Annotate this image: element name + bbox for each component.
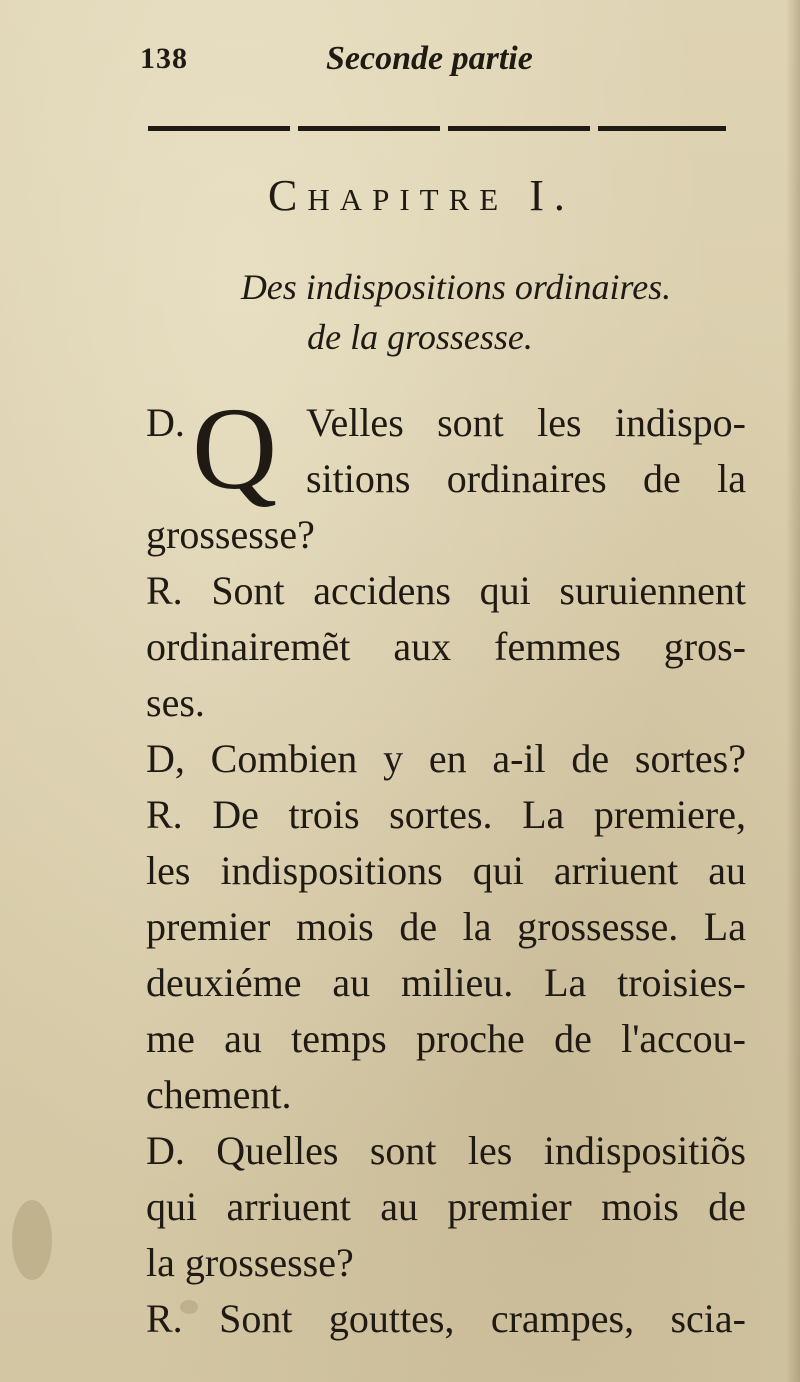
paper-stain [12, 1200, 52, 1280]
body-text [146, 383, 746, 1347]
text-line: qui arriuent au premier mois de [146, 1184, 746, 1229]
text-line: premier mois de la grossesse. La [146, 904, 746, 949]
text-line: grossesse? [146, 512, 315, 557]
chapter-subtitle-line1: Des indispositions ordinaires. [240, 267, 672, 307]
text-line: deuxiéme au milieu. La troisies- [146, 960, 746, 1005]
text-line: sitions ordinaires de la [306, 456, 746, 501]
text-line: Velles sont les indispo- [306, 400, 746, 445]
page-edge-shadow [786, 0, 800, 1382]
text-line: la grossesse? [146, 1240, 354, 1285]
first-question [146, 383, 746, 514]
text-line: les indispositions qui arriuent au [146, 848, 746, 893]
text-line: ordinairemẽt aux femmes gros- [146, 624, 746, 669]
text-line: D. Quelles sont les indispositiõs [146, 1128, 746, 1173]
text-line: chement. [146, 1072, 292, 1117]
chapter-subtitle-line2: de la grossesse. [307, 317, 533, 357]
page-header [140, 40, 740, 90]
text-line: R. Sont gouttes, crampes, scia- [146, 1296, 746, 1341]
dropcap-lines [306, 395, 746, 507]
text-line: R. Sont accidens qui suruiennent [146, 568, 746, 613]
chapter-title: Chapitre I. [268, 171, 575, 220]
question-label: D. [146, 400, 185, 445]
page-number: 138 [140, 42, 188, 75]
drop-cap: Q [192, 383, 278, 514]
text-line: R. De trois sortes. La premiere, [146, 792, 746, 837]
text-line: ses. [146, 680, 205, 725]
text-line: me au temps proche de l'accou- [146, 1016, 746, 1061]
header-rule [148, 126, 726, 131]
text-line: D, Combien y en a-il de sortes? [146, 736, 746, 781]
running-head: Seconde partie [326, 40, 533, 77]
